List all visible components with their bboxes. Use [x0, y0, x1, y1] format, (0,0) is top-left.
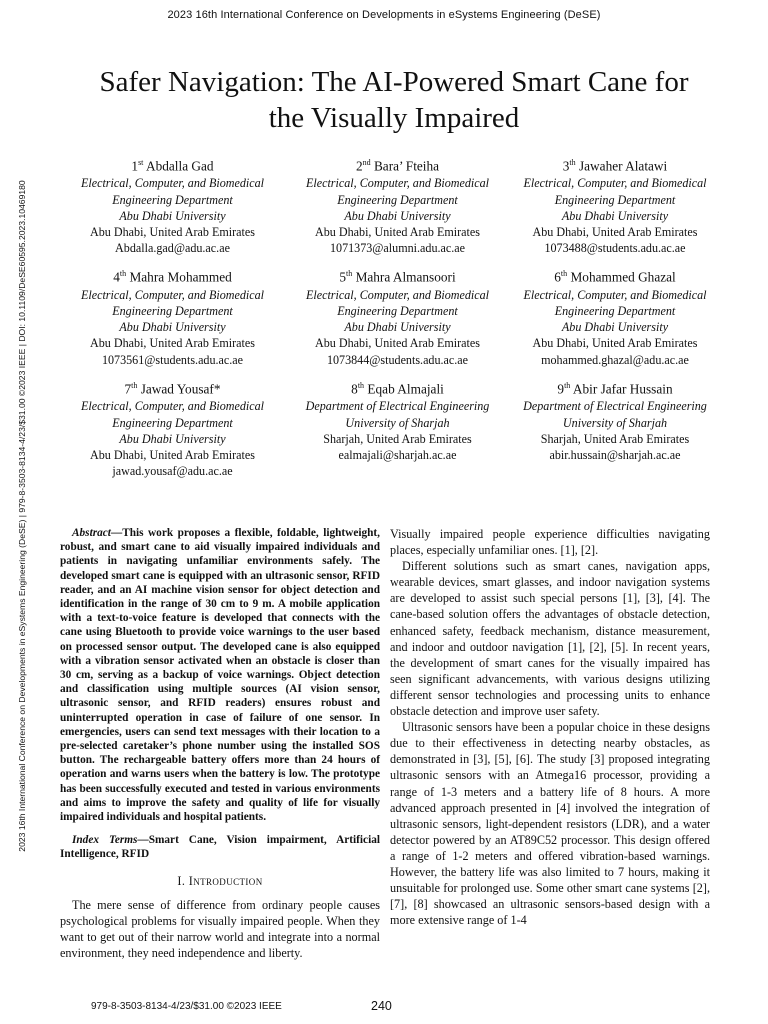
author-email: 1073488@students.adu.ac.ae	[544, 241, 686, 256]
right-column	[390, 526, 710, 928]
doi-side-strip	[14, 148, 30, 884]
left-column	[60, 526, 380, 961]
author-university: Abu Dhabi University	[561, 320, 669, 335]
author-block	[60, 377, 285, 479]
author-block	[60, 265, 285, 367]
author-university: University of Sharjah	[562, 415, 668, 430]
author-name: 7th Jawad Yousaf*	[124, 380, 221, 397]
author-dept: Electrical, Computer, and Biomedical	[523, 287, 707, 302]
copyright-footer: 979-8-3503-8134-4/23/$31.00 ©2023 IEEE	[91, 1001, 282, 1012]
author-dept: Electrical, Computer, and Biomedical	[523, 176, 707, 191]
author-dept: Engineering Department	[554, 192, 676, 207]
author-dept: Engineering Department	[112, 304, 233, 319]
author-email: 1071373@alumni.adu.ac.ae	[329, 241, 466, 256]
author-dept: Electrical, Computer, and Biomedical	[80, 399, 265, 414]
author-location: Abu Dhabi, United Arab Emirates	[532, 225, 698, 240]
paper-title	[40, 64, 748, 136]
author-block	[60, 154, 285, 256]
author-name: 8th Eqab Almajali	[351, 380, 444, 397]
body-paragraph: Ultrasonic sensors have been a popular choice in these designs due to their effectiveness in detecting nearby obstacles, as demonstrated in [3], [5], [6]. The study [3] proposed integrating ultrasonic sensors with an Atmega16 processor, providing a range of 1-3 meters and a battery life of 8 hours. A more advanced approach presented in [4] involved the integration of ultrasonic sensors, light-dependent resistors (LDR), and a water detector powered by an AT89C52 processor. This design offered a range of 1-2 meters and offered vibration-based warnings. However, the battery life was also limited to 7 hours, making it unsuitable for prolonged use. Some other smart cane systems [2], [7], [8] showcased an ultrasonic sensors-based design with a more extensive range of 1-4	[390, 720, 710, 928]
author-name: 1st Abdalla Gad	[131, 158, 214, 174]
author-name: 6th Mohammed Ghazal	[554, 269, 676, 285]
author-location: Abu Dhabi, United Arab Emirates	[315, 336, 480, 351]
author-email: 1073561@students.adu.ac.ae	[101, 352, 244, 367]
conference-header: 2023 16th International Conference on Developments in eSystems Engineering (DeSE)	[167, 9, 601, 21]
author-location: Sharjah, United Arab Emirates	[323, 431, 472, 446]
author-dept: Department of Electrical Engineering	[305, 399, 490, 414]
index-terms-text: —Smart Cane, Vision impairment, Artificial Intelligence, RFID	[60, 834, 380, 861]
author-name: 9th Abir Jafar Hussain	[557, 380, 673, 397]
author-dept: Electrical, Computer, and Biomedical	[80, 287, 265, 302]
author-email: mohammed.ghazal@adu.ac.ae	[541, 352, 689, 367]
author-email: abir.hussain@sharjah.ac.ae	[549, 447, 681, 462]
section-heading: I. Introduction	[177, 873, 263, 888]
author-dept: Engineering Department	[112, 192, 233, 207]
author-dept: Engineering Department	[337, 304, 458, 319]
index-terms	[60, 833, 380, 861]
author-name: 5th Mahra Almansoori	[339, 269, 456, 285]
author-location: Abu Dhabi, United Arab Emirates	[315, 225, 480, 240]
page-number: 240	[371, 999, 392, 1013]
author-university: Abu Dhabi University	[119, 208, 226, 223]
author-dept: Engineering Department	[554, 304, 676, 319]
author-university: Abu Dhabi University	[344, 320, 451, 335]
author-location: Abu Dhabi, United Arab Emirates	[90, 225, 255, 240]
author-location: Abu Dhabi, United Arab Emirates	[532, 336, 698, 351]
abstract-text: —This work proposes a flexible, foldable, lightweight, robust, and smart cane to aid visually impaired individuals and patients in navigating unfamiliar environments safely. The developed smart cane is equipped with an ultrasonic sensor, RFID reader, and an AI machine vision sensor for object detection and identification in the range of 30 cm to 9 m. A mobile application with a text-to-voice feature is developed that connects with the cane using Bluetooth to provide voice warnings to the user based on processed sensor output. The developed cane is also equipped with a vibration sensor activated when an obstacle is closer than 30 cm, serving as a backup of voice warnings. Object detection and classification using multiple sources (AI vision sensor, ultrasonic sensor, and RFID readers) ensures robust and uninterrupted operation in case of failure of one sensor. In emergencies, users can send text messages with their location to a pre-selected caretaker’s phone number using the installed SOS button. The rechargeable battery offers more than 24 hours of operation and warns users when the battery is low. The prototype has been successfully executed and tested in various environments and aims to improve the safety and quality of life for visually impaired individuals and hospital patients.	[60, 527, 380, 824]
title-line-1: Safer Navigation: The AI-Powered Smart Cane for	[99, 66, 689, 98]
index-terms-label: Index Terms	[72, 834, 138, 847]
author-email: ealmajali@sharjah.ac.ae	[338, 447, 457, 462]
author-dept: Electrical, Computer, and Biomedical	[305, 176, 490, 191]
author-name: 2nd Bara’ Fteiha	[355, 158, 440, 174]
author-university: Abu Dhabi University	[561, 208, 669, 223]
author-university: Abu Dhabi University	[119, 431, 226, 446]
abstract	[60, 526, 380, 824]
author-block	[510, 265, 720, 367]
body-paragraph: The mere sense of difference from ordinary people causes psychological problems for visually impaired people. When they want to get out of their narrow world and integrate into a normal environment, they need independence and liberty.	[60, 897, 380, 961]
author-name: 3th Jawaher Alatawi	[562, 158, 668, 174]
body-paragraph: Visually impaired people experience difficulties navigating places, especially unfamiliar ones. [1], [2].	[390, 527, 710, 558]
author-block	[285, 377, 510, 479]
author-name: 4th Mahra Mohammed	[113, 269, 232, 285]
abstract-label: Abstract	[72, 527, 111, 539]
author-university: Abu Dhabi University	[119, 320, 226, 335]
author-dept: Engineering Department	[112, 415, 233, 430]
author-location: Sharjah, United Arab Emirates	[540, 431, 690, 446]
author-dept: Department of Electrical Engineering	[523, 399, 707, 414]
author-email: 1073844@students.adu.ac.ae	[326, 352, 469, 367]
author-email: Abdalla.gad@adu.ac.ae	[115, 241, 230, 256]
author-block	[510, 154, 720, 256]
author-location: Abu Dhabi, United Arab Emirates	[90, 336, 255, 351]
author-university: University of Sharjah	[345, 415, 450, 430]
author-dept: Engineering Department	[337, 192, 458, 207]
doi-side-text: 2023 16th International Conference on Developments in eSystems Engineering (DeSE) | 979-8-3503-8134-4/23/$31.00 ©2023 IEEE | DOI: 10.1109/DeSE60595.2023.10469180	[17, 180, 27, 852]
author-location: Abu Dhabi, United Arab Emirates	[90, 447, 255, 462]
author-grid	[60, 154, 720, 479]
author-block	[510, 377, 720, 479]
author-email: jawad.yousaf@adu.ac.ae	[112, 464, 233, 479]
body-paragraph: Different solutions such as smart canes, navigation apps, wearable devices, smart glasses, and indoor navigation systems are developed to assist such special persons [1], [3], [4]. The cane-based solution offers the advantages of obstacle detection, enhanced safety, feedback mechanism, distance measurement, and indoor and outdoor navigation [1], [2], [5]. In recent years, the development of smart canes for the visually impaired has seen significant advancements, with various designs utilizing different sensor technologies and processing units to enhance obstacle detection and improve user safety.	[390, 559, 710, 719]
author-university: Abu Dhabi University	[344, 208, 451, 223]
title-line-2: the Visually Impaired	[268, 102, 520, 134]
author-block	[285, 154, 510, 256]
author-dept: Electrical, Computer, and Biomedical	[305, 287, 490, 302]
author-dept: Electrical, Computer, and Biomedical	[80, 176, 265, 191]
author-block	[285, 265, 510, 367]
